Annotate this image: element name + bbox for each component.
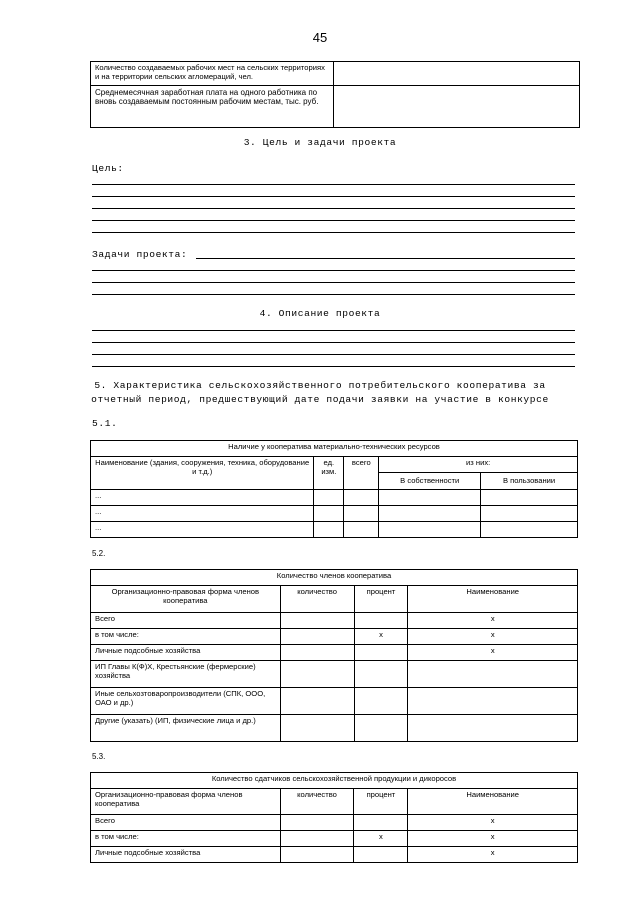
member-row-pct[interactable]: х (354, 629, 408, 645)
member-row-name[interactable]: х (408, 613, 578, 629)
resource-row-name[interactable]: ... (91, 506, 314, 522)
tasks-label: Задачи проекта: (92, 249, 188, 260)
col-quantity: количество (280, 586, 354, 613)
table-row (91, 847, 578, 863)
col-percent: процент (354, 586, 408, 613)
table-row (91, 629, 578, 645)
member-row-label: Всего (91, 613, 281, 629)
supplier-row-qty[interactable] (280, 847, 354, 863)
resource-row-cell[interactable] (379, 490, 481, 506)
resources-table-title: Наличие у кооператива материально-технических ресурсов (91, 441, 578, 457)
table-row (91, 815, 578, 831)
goal-line[interactable] (92, 232, 575, 233)
col-in-use: В пользовании (481, 473, 578, 490)
member-row-qty[interactable] (280, 613, 354, 629)
resource-row-cell[interactable] (314, 506, 344, 522)
resource-row-cell[interactable] (314, 522, 344, 538)
resource-row-cell[interactable] (344, 522, 379, 538)
member-row-name[interactable] (408, 688, 578, 715)
member-row-qty[interactable] (280, 629, 354, 645)
resource-row-cell[interactable] (379, 506, 481, 522)
col-quantity: количество (280, 789, 354, 815)
resource-row-cell[interactable] (481, 490, 578, 506)
members-table-title: Количество членов кооператива (91, 570, 578, 586)
table-row (91, 613, 578, 629)
supplier-row-name[interactable]: х (408, 847, 578, 863)
indicator-jobs-label: Количество создаваемых рабочих мест на сельских территориях и на территории сельских агломераций, чел. (91, 62, 334, 86)
col-percent: процент (354, 789, 408, 815)
col-total: всего (344, 457, 379, 490)
suppliers-table (90, 772, 578, 863)
col-of-them: из них: (379, 457, 578, 473)
member-row-pct[interactable] (354, 645, 408, 661)
col-owned: В собственности (379, 473, 481, 490)
member-row-label: ИП Главы К(Ф)Х, Крестьянские (фермерские) хозяйства (91, 661, 281, 688)
resource-row-cell[interactable] (344, 506, 379, 522)
tasks-line[interactable] (92, 294, 575, 295)
member-row-label: Другие (указать) (ИП, физические лица и др.) (91, 715, 281, 742)
t51-label: 5.1. (92, 418, 118, 429)
table-row (91, 645, 578, 661)
tasks-line[interactable] (92, 270, 575, 271)
page-number: 45 (312, 30, 328, 45)
table-row (91, 661, 578, 688)
supplier-row-pct[interactable] (354, 847, 408, 863)
indicator-salary-label: Среднемесячная заработная плата на одного работника по вновь создаваемым постоянным рабочим местам, тыс. руб. (91, 86, 334, 128)
top-indicators-table (90, 61, 580, 128)
resource-row-cell[interactable] (481, 522, 578, 538)
resources-table (90, 440, 578, 538)
resource-row-cell[interactable] (314, 490, 344, 506)
supplier-row-name[interactable]: х (408, 831, 578, 847)
member-row-name[interactable] (408, 715, 578, 742)
col-name: Наименование (408, 586, 578, 613)
description-line[interactable] (92, 342, 575, 343)
description-line[interactable] (92, 330, 575, 331)
supplier-row-qty[interactable] (280, 831, 354, 847)
supplier-row-pct[interactable] (354, 815, 408, 831)
member-row-label: Личные подсобные хозяйства (91, 645, 281, 661)
indicator-jobs-value[interactable] (333, 62, 579, 86)
t53-label: 5.3. (92, 752, 106, 761)
supplier-row-label: в том числе: (91, 831, 281, 847)
supplier-row-pct[interactable]: х (354, 831, 408, 847)
goal-line[interactable] (92, 208, 575, 209)
member-row-qty[interactable] (280, 688, 354, 715)
supplier-row-label: Всего (91, 815, 281, 831)
table-row (91, 490, 578, 506)
suppliers-table-title: Количество сдатчиков сельскохозяйственной продукции и дикоросов (91, 773, 578, 789)
member-row-name[interactable]: х (408, 629, 578, 645)
member-row-pct[interactable] (354, 688, 408, 715)
member-row-name[interactable] (408, 661, 578, 688)
table-row (91, 688, 578, 715)
section5-heading: 5. Характеристика сельскохозяйственного потребительского кооператива за (94, 380, 546, 391)
goal-line[interactable] (92, 196, 575, 197)
col-name: Наименование (408, 789, 578, 815)
resource-row-name[interactable]: ... (91, 490, 314, 506)
section5-heading-cont: отчетный период, предшествующий дате подачи заявки на участие в конкурсе (91, 394, 549, 405)
resource-row-cell[interactable] (344, 490, 379, 506)
member-row-pct[interactable] (354, 661, 408, 688)
member-row-pct[interactable] (354, 613, 408, 629)
table-row (91, 715, 578, 742)
member-row-label: Иные сельхозтоваропроизводители (СПК, ООО, ОАО и др.) (91, 688, 281, 715)
tasks-line[interactable] (196, 258, 575, 259)
supplier-row-name[interactable]: х (408, 815, 578, 831)
goal-label: Цель: (92, 163, 124, 174)
members-table (90, 569, 578, 742)
member-row-label: в том числе: (91, 629, 281, 645)
member-row-name[interactable]: х (408, 645, 578, 661)
member-row-pct[interactable] (354, 715, 408, 742)
goal-line[interactable] (92, 184, 575, 185)
resource-row-cell[interactable] (379, 522, 481, 538)
goal-line[interactable] (92, 220, 575, 221)
description-line[interactable] (92, 366, 575, 367)
description-line[interactable] (92, 354, 575, 355)
section4-heading: 4. Описание проекта (259, 308, 381, 319)
col-legal-form: Организационно-правовая форма членов кооператива (91, 586, 281, 613)
supplier-row-label: Личные подсобные хозяйства (91, 847, 281, 863)
resource-row-name[interactable]: ... (91, 522, 314, 538)
t52-label: 5.2. (92, 549, 106, 558)
table-row (91, 506, 578, 522)
col-unit: ед. изм. (314, 457, 344, 490)
supplier-row-qty[interactable] (280, 815, 354, 831)
indicator-salary-value[interactable] (333, 86, 579, 128)
member-row-qty[interactable] (280, 715, 354, 742)
section3-heading: 3. Цель и задачи проекта (243, 137, 397, 148)
table-row (91, 522, 578, 538)
resource-row-cell[interactable] (481, 506, 578, 522)
tasks-line[interactable] (92, 282, 575, 283)
member-row-qty[interactable] (280, 661, 354, 688)
col-resource-name: Наименование (здания, сооружения, техника, оборудование и т.д.) (91, 457, 314, 490)
table-row (91, 831, 578, 847)
member-row-qty[interactable] (280, 645, 354, 661)
col-legal-form: Организационно-правовая форма членов кооператива (91, 789, 281, 815)
